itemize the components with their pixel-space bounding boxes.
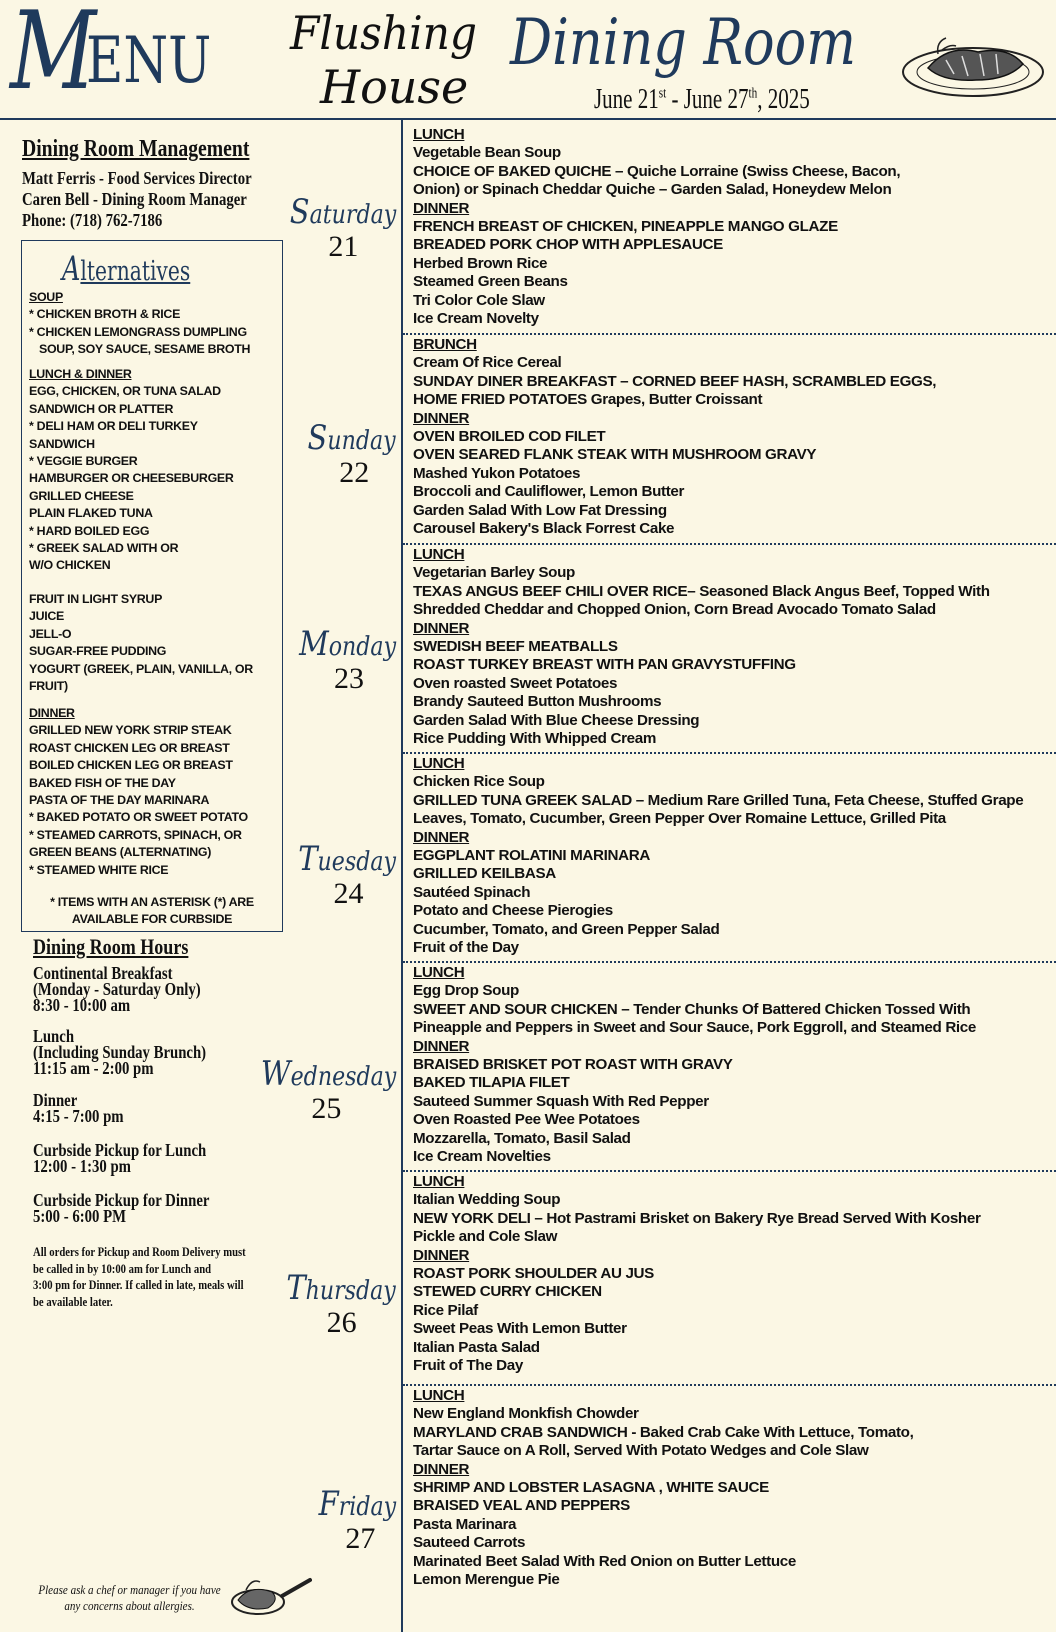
day-initial: T (286, 1268, 306, 1308)
menu-item: Broccoli and Cauliflower, Lemon Butter (413, 483, 685, 501)
menu-item: SWEET AND SOUR CHICKEN – Tender Chunks Of Battered Chicken Tossed With (413, 1000, 971, 1018)
page-header (0, 0, 1056, 118)
day-separator (403, 543, 1056, 545)
alt-section-header: DINNER (29, 706, 75, 720)
day-initial: M (299, 624, 329, 664)
menu-item: Brandy Sauteed Button Mushrooms (413, 693, 662, 711)
menu-item: Carousel Bakery's Black Forrest Cake (413, 520, 675, 538)
meal-header: LUNCH (413, 964, 465, 981)
day-initial: T (298, 839, 318, 879)
meal-header: DINNER (413, 1037, 470, 1055)
alt-item: SANDWICH (29, 436, 95, 451)
day-label-sunday (292, 418, 396, 490)
alt-item: * VEGGIE BURGER (29, 454, 138, 469)
alt-item: SANDWICH OR PLATTER (29, 401, 174, 416)
management-phone: Phone: (718) 762-7186 (22, 210, 163, 230)
alt-item: * GREEK SALAD WITH OR (29, 541, 179, 556)
plate-illustration-icon (898, 24, 1048, 100)
alt-item: JUICE (29, 609, 64, 624)
day-label-monday (282, 624, 396, 696)
menu-item: Rice Pudding With Whipped Cream (413, 730, 656, 748)
menu-item: Vegetarian Barley Soup (413, 564, 575, 582)
meal-header: DINNER (413, 409, 470, 427)
alt-item: * HARD BOILED EGG (29, 523, 150, 538)
menu-item: Tri Color Cole Slaw (413, 291, 545, 309)
hours-line: Curbside Pickup for Lunch (33, 1140, 207, 1160)
skillet-illustration-icon (228, 1572, 312, 1620)
day-label-friday (305, 1484, 396, 1556)
date-end: - June 27 (666, 84, 749, 115)
menu-item: Ice Cream Novelty (413, 310, 539, 328)
menu-item: SHRIMP AND LOBSTER LASAGNA , WHITE SAUCE (413, 1479, 769, 1497)
alt-item: * DELI HAM OR DELI TURKEY (29, 419, 198, 434)
menu-item: Lemon Merengue Pie (413, 1571, 560, 1589)
menu-item: Sautéed Spinach (413, 883, 531, 901)
day-separator (403, 961, 1056, 963)
alt-item: * CHICKEN LEMONGRASS DUMPLING (29, 324, 247, 339)
hours-line: (Including Sunday Brunch) (33, 1042, 207, 1062)
menu-item: BREADED PORK CHOP WITH APPLESAUCE (413, 236, 723, 254)
curbside-note-line: AVAILABLE FOR CURBSIDE (71, 912, 233, 926)
venue-name-line2: House (320, 60, 469, 114)
menu-item: Sauteed Carrots (413, 1534, 526, 1552)
meal-header: LUNCH (413, 126, 465, 143)
hours-breakfast (33, 965, 201, 1013)
alt-section-header: LUNCH & DINNER (29, 367, 132, 381)
curbside-note-line: * ITEMS WITH AN ASTERISK (*) ARE (50, 895, 254, 909)
pickup-note-line: 3:00 pm for Dinner. If called in late, meals will (33, 1277, 244, 1292)
allergy-note (36, 1582, 223, 1614)
meal-header: LUNCH (413, 1387, 465, 1404)
pickup-note-line: be available later. (33, 1293, 113, 1309)
hours-line: 5:00 - 6:00 PM (33, 1206, 127, 1226)
day-label-thursday (267, 1268, 396, 1340)
menu-title-rest: ENU (86, 24, 212, 98)
menu-item: Mashed Yukon Potatoes (413, 464, 581, 482)
day-name-rest: unday (327, 426, 396, 456)
day-number: 24 (333, 877, 364, 910)
menu-monday (413, 546, 1053, 748)
menu-item: Oven Roasted Pee Wee Potatoes (413, 1111, 640, 1129)
alt-section-header: SOUP (29, 290, 63, 304)
meal-header: DINNER (413, 199, 470, 217)
menu-item: GRILLED KEILBASA (413, 865, 556, 883)
alt-item: SOUP, SOY SAUCE, SESAME BROTH (39, 342, 251, 357)
menu-item: Garden Salad With Blue Cheese Dressing (413, 711, 700, 729)
alt-item: * STEAMED WHITE RICE (29, 862, 169, 877)
alternatives-list (29, 591, 284, 695)
day-name-rest: ednesday (290, 1062, 396, 1092)
hours-title: Dining Room Hours (33, 934, 189, 959)
menu-item: SUNDAY DINER BREAKFAST – CORNED BEEF HASH, SCRAMBLED EGGS, (413, 372, 937, 390)
menu-item: Italian Pasta Salad (413, 1338, 540, 1356)
day-initial: W (260, 1054, 291, 1094)
day-name (261, 1054, 396, 1094)
alternatives-box (21, 240, 283, 932)
alt-item: SUGAR-FREE PUDDING (29, 644, 167, 659)
menu-item: Rice Pilaf (413, 1301, 478, 1319)
alt-item: * CHICKEN BROTH & RICE (29, 307, 181, 322)
menu-item: Pineapple and Peppers in Sweet and Sour Sauce, Pork Eggroll, and Steamed Rice (413, 1019, 976, 1037)
pickup-note (33, 1244, 304, 1310)
day-separator (403, 1384, 1056, 1386)
day-number: 22 (339, 456, 370, 489)
day-name (308, 418, 396, 458)
alternatives-list (29, 289, 284, 359)
alt-item: GRILLED CHEESE (29, 488, 134, 503)
menu-item: STEWED CURRY CHICKEN (413, 1283, 602, 1301)
menu-item: Leaves, Tomato, Cucumber, Green Pepper Over Romaine Lettuce, Grilled Pita (413, 810, 946, 828)
menu-item: New England Monkfish Chowder (413, 1405, 639, 1423)
meal-header: DINNER (413, 828, 470, 846)
hours-dinner (33, 1092, 124, 1124)
day-name-rest: uesday (317, 847, 396, 877)
menu-item: OVEN SEARED FLANK STEAK WITH MUSHROOM GRAVY (413, 446, 817, 464)
alt-item: BAKED FISH OF THE DAY (29, 775, 176, 790)
alt-item: FRUIT IN LIGHT SYRUP (29, 592, 163, 606)
menu-item: Herbed Brown Rice (413, 254, 548, 272)
day-name (290, 192, 396, 232)
hours-line: 4:15 - 7:00 pm (33, 1106, 124, 1126)
meal-header: LUNCH (413, 546, 465, 563)
day-separator (403, 752, 1056, 754)
menu-wednesday (413, 964, 1053, 1166)
menu-item: CHOICE OF BAKED QUICHE – Quiche Lorraine (Swiss Cheese, Bacon, (413, 162, 901, 180)
management-line: Caren Bell - Dining Room Manager (22, 189, 247, 209)
menu-item: MARYLAND CRAB SANDWICH - Baked Crab Cake With Lettuce, Tomato, (413, 1423, 914, 1441)
hours-line: Lunch (33, 1026, 75, 1046)
curbside-note (22, 894, 282, 928)
day-label-saturday (271, 192, 396, 264)
alt-item: YOGURT (GREEK, PLAIN, VANILLA, OR (29, 661, 253, 676)
day-number: 21 (328, 230, 359, 263)
dining-room-title: Dining Room (510, 6, 856, 80)
day-number: 25 (311, 1092, 342, 1125)
date-start: June 21 (594, 84, 659, 115)
day-separator (403, 333, 1056, 335)
date-year: , 2025 (757, 84, 810, 115)
menu-item: SWEDISH BEEF MEATBALLS (413, 638, 618, 656)
alt-item: * BAKED POTATO OR SWEET POTATO (29, 810, 248, 825)
menu-item: Oven roasted Sweet Potatoes (413, 674, 618, 692)
day-separator (403, 1170, 1056, 1172)
alt-item: EGG, CHICKEN, OR TUNA SALAD (29, 384, 221, 399)
hours-line: Dinner (33, 1090, 78, 1110)
alt-item: PASTA OF THE DAY MARINARA (29, 793, 210, 808)
hours-line: Curbside Pickup for Dinner (33, 1190, 210, 1210)
menu-item: OVEN BROILED COD FILET (413, 428, 606, 446)
menu-item: HOME FRIED POTATOES Grapes, Butter Croissant (413, 391, 763, 409)
management-title: Dining Room Management (22, 136, 250, 162)
menu-item: Fruit of the Day (413, 939, 519, 957)
menu-item: FRENCH BREAST OF CHICKEN, PINEAPPLE MANGO GLAZE (413, 218, 838, 236)
day-name (299, 624, 396, 664)
hours-line: 11:15 am - 2:00 pm (33, 1058, 154, 1078)
venue-name-line1: Flushing (290, 6, 478, 60)
alternatives-list (29, 705, 284, 879)
pickup-note-line: be called in by 10:00 am for Lunch and (33, 1260, 212, 1276)
alt-item: ROAST CHICKEN LEG OR BREAST (29, 740, 230, 755)
menu-item: Mozzarella, Tomato, Basil Salad (413, 1129, 631, 1147)
day-number: 27 (345, 1522, 376, 1555)
menu-item: Cucumber, Tomato, and Green Pepper Salad (413, 920, 720, 938)
menu-item: Garden Salad With Low Fat Dressing (413, 501, 667, 519)
menu-item: Pickle and Cole Slaw (413, 1228, 558, 1246)
menu-item: Sweet Peas With Lemon Butter (413, 1320, 627, 1338)
alt-item: JELL-O (29, 626, 72, 641)
alt-item: GRILLED NEW YORK STRIP STEAK (29, 723, 232, 738)
meal-header: BRUNCH (413, 336, 477, 353)
day-name-rest: aturday (309, 200, 396, 230)
meal-header: DINNER (413, 1460, 470, 1478)
day-name (319, 1484, 396, 1524)
menu-item: Chicken Rice Soup (413, 773, 545, 791)
alt-item: FRUIT) (29, 679, 68, 694)
menu-item: ROAST TURKEY BREAST WITH PAN GRAVYSTUFFING (413, 656, 796, 674)
day-initial: S (307, 418, 328, 458)
menu-item: Steamed Green Beans (413, 273, 568, 291)
meal-header: DINNER (413, 619, 470, 637)
meal-header: LUNCH (413, 1173, 465, 1190)
day-initial: F (318, 1484, 339, 1524)
day-name-rest: hursday (305, 1276, 396, 1306)
menu-title (10, 0, 212, 114)
day-name-rest: riday (338, 1492, 396, 1522)
day-name (298, 839, 396, 879)
alt-item: GREEN BEANS (ALTERNATING) (29, 845, 212, 860)
menu-item: ROAST PORK SHOULDER AU JUS (413, 1265, 654, 1283)
alt-item: BOILED CHICKEN LEG OR BREAST (29, 758, 233, 773)
menu-item: Tartar Sauce on A Roll, Served With Potato Wedges and Cole Slaw (413, 1442, 869, 1460)
menu-item: Egg Drop Soup (413, 982, 519, 1000)
meal-header: LUNCH (413, 755, 465, 772)
hours-curbside-dinner (33, 1192, 209, 1224)
menu-item: BRAISED BRISKET POT ROAST WITH GRAVY (413, 1056, 733, 1074)
menu-item: Sauteed Summer Squash With Red Pepper (413, 1092, 709, 1110)
column-divider (401, 120, 403, 1632)
alternatives-title-initial: A (62, 249, 81, 289)
menu-item: Shredded Cheddar and Chopped Onion, Corn Bread Avocado Tomato Salad (413, 601, 936, 619)
menu-item: Fruit of The Day (413, 1357, 523, 1375)
menu-item: Vegetable Bean Soup (413, 144, 561, 162)
allergy-note-line: any concerns about allergies. (64, 1598, 195, 1613)
date-range (594, 84, 810, 116)
menu-saturday (413, 126, 1053, 328)
day-name-rest: onday (328, 632, 396, 662)
menu-item: EGGPLANT ROLATINI MARINARA (413, 847, 650, 865)
alternatives-title (62, 249, 190, 289)
hours-line: Continental Breakfast (33, 963, 173, 983)
alt-item: W/O CHICKEN (29, 558, 111, 573)
alt-item: HAMBURGER OR CHEESEBURGER (29, 471, 234, 486)
hours-line: (Monday - Saturday Only) (33, 979, 201, 999)
menu-item: Potato and Cheese Pierogies (413, 902, 613, 920)
header-divider (0, 118, 1056, 120)
menu-item: Ice Cream Novelties (413, 1148, 551, 1166)
hours-line: 8:30 - 10:00 am (33, 995, 131, 1015)
menu-item: Onion) or Spinach Cheddar Quiche – Garden Salad, Honeydew Melon (413, 181, 892, 199)
meal-header: DINNER (413, 1246, 470, 1264)
alternatives-title-rest: lternatives (80, 256, 191, 287)
menu-item: BAKED TILAPIA FILET (413, 1074, 570, 1092)
alternatives-list (29, 366, 284, 575)
menu-title-initial: M (10, 0, 91, 114)
day-name (287, 1268, 396, 1308)
menu-item: Cream Of Rice Cereal (413, 354, 562, 372)
menu-item: NEW YORK DELI – Hot Pastrami Brisket on Bakery Rye Bread Served With Kosher (413, 1209, 981, 1227)
menu-item: GRILLED TUNA GREEK SALAD – Medium Rare Grilled Tuna, Feta Cheese, Stuffed Grape (413, 791, 1024, 809)
menu-item: Pasta Marinara (413, 1515, 517, 1533)
hours-curbside-lunch (33, 1142, 206, 1174)
menu-item: Marinated Beet Salad With Red Onion on Butter Lettuce (413, 1552, 796, 1570)
hours-line: 12:00 - 1:30 pm (33, 1156, 131, 1176)
alt-item: PLAIN FLAKED TUNA (29, 506, 153, 521)
management-line: Matt Ferris - Food Services Director (22, 168, 252, 188)
menu-thursday (413, 1173, 1053, 1375)
menu-item: BRAISED VEAL AND PEPPERS (413, 1497, 630, 1515)
menu-item: TEXAS ANGUS BEEF CHILI OVER RICE– Seasoned Black Angus Beef, Topped With (413, 582, 990, 600)
day-number: 26 (326, 1306, 357, 1339)
day-label-wednesday (237, 1054, 396, 1126)
menu-item: Italian Wedding Soup (413, 1191, 561, 1209)
hours-lunch (33, 1028, 206, 1076)
menu-tuesday (413, 755, 1053, 957)
menu-friday (413, 1387, 1053, 1589)
menu-sunday (413, 336, 1053, 538)
day-number: 23 (333, 662, 364, 695)
date-end-suffix: th (748, 85, 758, 102)
day-label-tuesday (281, 839, 396, 911)
alt-item: * STEAMED CARROTS, SPINACH, OR (29, 827, 242, 842)
date-start-suffix: st (658, 85, 667, 102)
day-initial: S (289, 192, 310, 232)
allergy-note-line: Please ask a chef or manager if you have (38, 1582, 221, 1597)
pickup-note-line: All orders for Pickup and Room Delivery must (33, 1244, 246, 1259)
